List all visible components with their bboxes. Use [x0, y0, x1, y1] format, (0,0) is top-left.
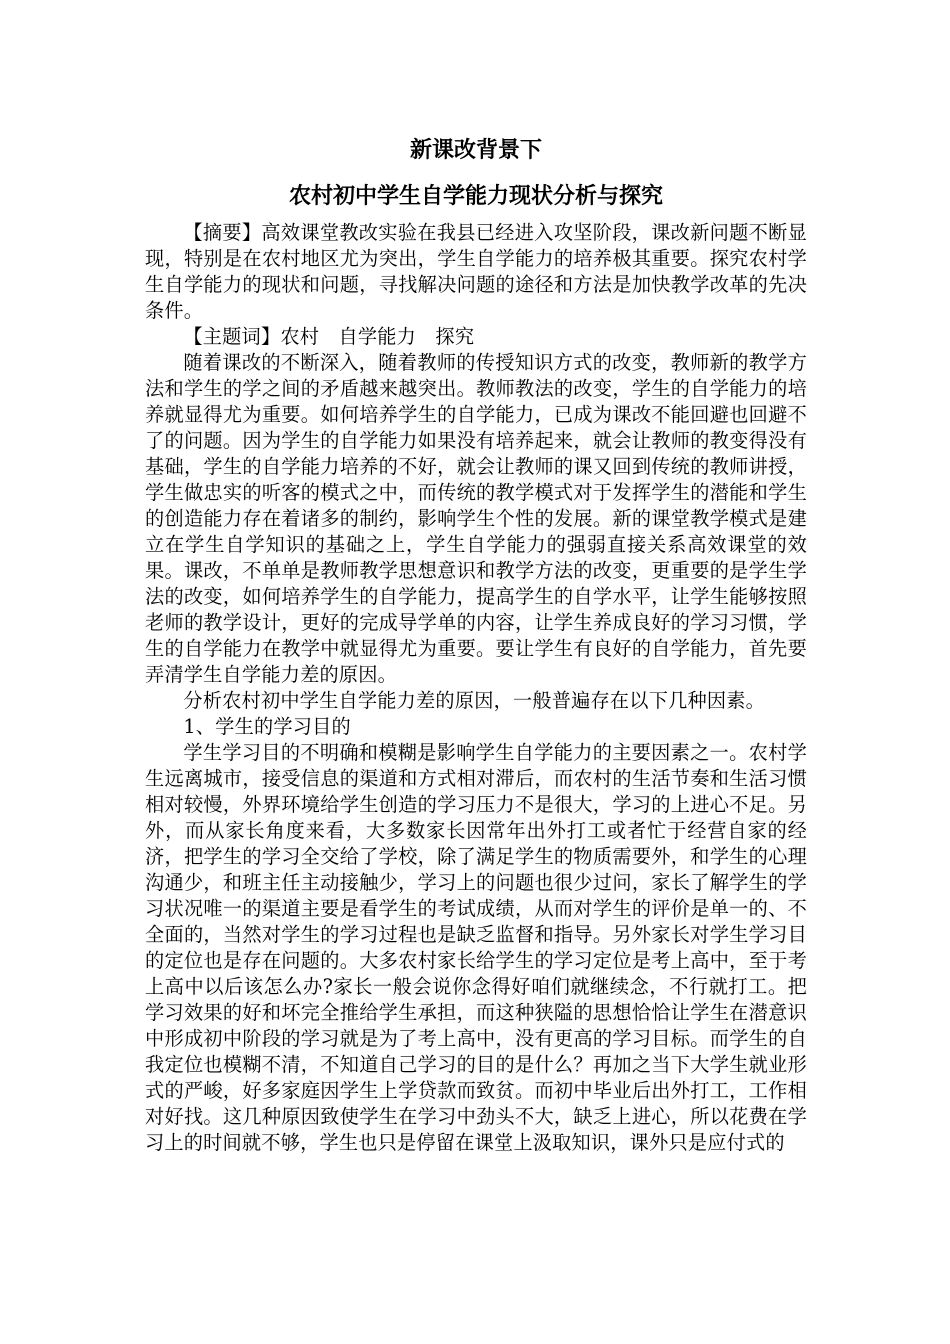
body-paragraph: 分析农村初中学生自学能力差的原因，一般普遍存在以下几种因素。: [183, 689, 766, 712]
document-page: [145, 128, 807, 1156]
abstract-paragraph: 【摘要】高效课堂教改实验在我县已经进入攻坚阶段，课改新问题不断显现，特别是在农村地区尤为突出，学生自学能力的培养极其重要。探究农村学生自学能力的现状和问题，寻找解决问题的途径和方法是加快教学改革的先决条件。: [145, 221, 807, 322]
keywords-line: 【主题词】农村 自学能力 探究: [183, 325, 475, 348]
body-paragraph: 随着课改的不断深入，随着教师的传授知识方式的改变，教师新的教学方法和学生的学之间的矛盾越来越突出。教师教法的改变，学生的自学能力的培养就显得尤为重要。如何培养学生的自学能力，已成为课改不能回避也回避不了的问题。因为学生的自学能力如果没有培养起来，就会让教师的教变得没有基础，学生的自学能力培养的不好，就会让教师的课又回到传统的教师讲授，学生做忠实的听客的模式之中，而传统的教学模式对于发挥学生的潜能和学生的创造能力存在着诸多的制约，影响学生个性的发展。新的课堂教学模式是建立在学生自学知识的基础之上，学生自学能力的强弱直接关系高效课堂的效果。课改，不单单是教师教学思想意识和教学方法的改变，更重要的是学生学法的改变，如何培养学生的自学能力，提高学生的自学水平，让学生能够按照老师的教学设计，更好的完成导学单的内容，让学生养成良好的学习习惯，学生的自学能力在教学中就显得尤为重要。要让学生有良好的自学能力，首先要弄清学生自学能力差的原因。: [145, 351, 807, 686]
document-title-line2: 农村初中学生自学能力现状分析与探究: [288, 184, 663, 209]
document-title-line1: 新课改背景下: [409, 138, 542, 163]
body-paragraph: 学生学习目的不明确和模糊是影响学生自学能力的主要因素之一。农村学生远离城市，接受信息的渠道和方式相对滞后，而农村的生活节奏和生活习惯相对较慢，外界环境给学生创造的学习压力不是很大，学习的上进心不足。另外，而从家长角度来看，大多数家长因常年出外打工或者忙于经营自家的经济，把学生的学习全交给了学校，除了满足学生的物质需要外，和学生的心理沟通少，和班主任主动接触少，学习上的问题也很少过问，家长了解学生的学习状况唯一的渠道主要是看学生的考试成绩，从而对学生的评价是单一的、不全面的，当然对学生的学习过程也是缺乏监督和指导。另外家长对学生学习目的定位也是存在问题的。大多农村家长给学生的学习定位是考上高中，至于考上高中以后该怎么办?家长一般会说你念得好咱们就继续念，不行就打工。把学习效果的好和坏完全推给学生承担，而这种狭隘的思想恰恰让学生在潜意识中形成初中阶段的学习就是为了考上高中，没有更高的学习目标。而学生的自我定位也模糊不清，不知道自己学习的目的是什么？再加之当下大学生就业形式的严峻，好多家庭因学生上学贷款而致贫。而初中毕业后出外打工，工作相对好找。这几种原因致使学生在学习中劲头不大，缺乏上进心，所以花费在学习上的时间就不够，学生也只是停留在课堂上汲取知识，课外只是应付式的: [145, 741, 807, 1154]
document-body: [145, 220, 807, 1156]
section-heading: 1、学生的学习目的: [183, 715, 351, 738]
